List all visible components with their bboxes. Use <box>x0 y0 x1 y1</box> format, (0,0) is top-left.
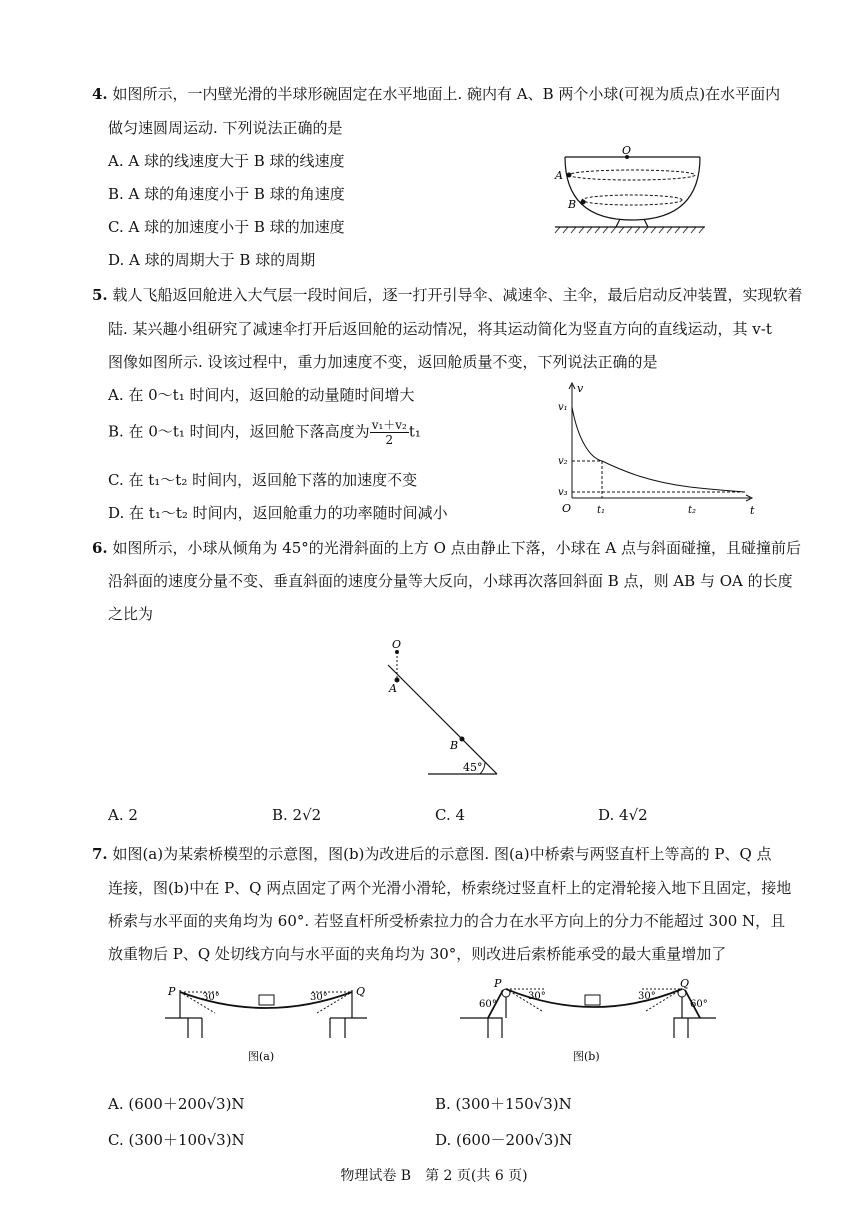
q5-option-a: A. 在 0～t₁ 时间内，返回舱的动量随时间增大 <box>108 386 415 404</box>
point-b <box>460 737 465 742</box>
bowl-outline <box>565 157 700 220</box>
label-p: P <box>494 977 502 990</box>
label-angle-right: 30° <box>310 992 328 1003</box>
q7-stem-line2: 连接，图(b)中在 P、Q 两点固定了两个光滑小滑轮，桥索绕过竖直杆上的定滑轮接入地下且固定，接地 <box>108 879 792 897</box>
q5-stem-line3: 图像如图所示. 设该过程中，重力加速度不变，返回舱质量不变，下列说法正确的是 <box>108 353 658 371</box>
label-b: B <box>568 198 577 211</box>
q5-stem-line2: 陆. 某兴趣小组研究了减速伞打开后返回舱的运动情况，将其运动简化为竖直方向的直线运动，其 v-t <box>108 320 772 338</box>
label-a: A <box>389 682 397 695</box>
q4-option-b: B. A 球的角速度小于 B 球的角速度 <box>108 185 345 203</box>
label-o: O <box>622 145 632 157</box>
q5-option-b <box>108 418 421 447</box>
q5-option-d: D. 在 t₁～t₂ 时间内，返回舱重力的功率随时间减小 <box>108 504 448 522</box>
fraction-denominator: 2 <box>385 433 394 447</box>
q6-incline-figure <box>380 635 510 780</box>
label-a: A <box>555 169 563 182</box>
weight-box <box>259 995 274 1005</box>
label-p: P <box>168 985 176 998</box>
page-footer: 物理试卷 B 第 2 页(共 6 页) <box>340 1168 528 1184</box>
fraction <box>370 418 409 447</box>
label-t2: t₂ <box>688 505 697 516</box>
q4-option-a: A. A 球的线速度大于 B 球的线速度 <box>108 152 345 170</box>
label-origin: O <box>562 502 572 515</box>
q7-option-d: D. (600－200√3)N <box>435 1131 573 1149</box>
label-t: t <box>750 504 755 517</box>
label-angle-30-left: 30° <box>528 991 546 1002</box>
q6-stem-text1: 如图所示，小球从倾角为 45°的光滑斜面的上方 O 点由静止下落，小球在 A 点与斜面碰撞，且碰撞前后 <box>112 539 802 557</box>
q6-number: 6. <box>92 539 108 557</box>
q7-stem-line4: 放重物后 P、Q 处切线方向与水平面的夹角均为 30°，则改进后索桥能承受的最大重量增加了 <box>108 945 727 963</box>
q5-stem-text1: 载人飞船返回舱进入大气层一段时间后，逐一打开引导伞、减速伞、主伞，最后启动反冲装置，实现软着 <box>112 286 803 304</box>
q6-option-c: C. 4 <box>435 806 466 824</box>
q5-option-b-text: B. 在 0～t₁ 时间内，返回舱下落高度为 <box>108 422 370 441</box>
q5-stem-line1 <box>92 284 802 305</box>
caption-b: 图(b) <box>573 1050 600 1063</box>
q4-number: 4. <box>92 85 108 103</box>
label-angle: 45° <box>463 761 483 774</box>
orbit-b <box>582 195 682 205</box>
q7-option-a: A. (600＋200√3)N <box>108 1095 245 1113</box>
label-b: B <box>450 739 459 752</box>
q6-option-d: D. 4√2 <box>598 806 648 824</box>
label-v2: v₂ <box>558 456 568 467</box>
ball-b <box>581 200 586 205</box>
q6-stem-line1 <box>92 537 801 558</box>
weight-box <box>585 995 600 1005</box>
label-angle-30-right: 30° <box>638 991 656 1002</box>
label-v3: v₃ <box>558 487 568 498</box>
q5-option-c: C. 在 t₁～t₂ 时间内，返回舱下落的加速度不变 <box>108 471 418 489</box>
base-right <box>674 1018 716 1038</box>
q7-option-c: C. (300＋100√3)N <box>108 1131 245 1149</box>
q5-number: 5. <box>92 286 108 304</box>
base-left <box>460 1018 502 1038</box>
incline <box>388 665 497 774</box>
q4-stem-line1 <box>92 83 780 104</box>
q7-number: 7. <box>92 845 108 863</box>
label-angle-60-left: 60° <box>479 999 497 1010</box>
q5-vt-graph <box>550 380 760 520</box>
caption-a: 图(a) <box>248 1050 275 1063</box>
label-o: O <box>392 638 402 651</box>
ground-hatch <box>555 227 704 233</box>
q7-stem-line3: 桥索与水平面的夹角均为 60°. 若竖直杆所受桥索拉力的合力在水平方向上的分力不能超过 300 N，且 <box>108 912 786 930</box>
q7-stem-text1: 如图(a)为某索桥模型的示意图，图(b)为改进后的示意图. 图(a)中桥索与两竖直杆上等高的 P、Q 点 <box>112 845 772 863</box>
q6-option-b: B. 2√2 <box>272 806 322 824</box>
label-angle-60-right: 60° <box>690 999 708 1010</box>
q4-bowl-figure <box>550 145 710 235</box>
label-v: v <box>577 382 584 395</box>
label-angle-left: 30° <box>202 992 220 1003</box>
label-q: Q <box>356 985 366 998</box>
vt-curve <box>572 407 745 492</box>
q6-stem-line2: 沿斜面的速度分量不变、垂直斜面的速度分量等大反向，小球再次落回斜面 B 点，则 AB 与 OA 的长度 <box>108 572 793 590</box>
orbit-a <box>569 170 695 180</box>
label-v1: v₁ <box>558 402 568 413</box>
label-q: Q <box>680 977 690 990</box>
q7-figure-b <box>458 975 723 1068</box>
ball-a <box>567 173 572 178</box>
label-t1: t₁ <box>597 505 606 516</box>
q5-option-b-tail: t₁ <box>408 422 421 441</box>
q7-option-b: B. (300＋150√3)N <box>435 1095 572 1113</box>
q7-figure-a <box>160 978 380 1068</box>
base-left <box>165 1018 202 1038</box>
base-right <box>330 1018 367 1038</box>
fraction-numerator: v₁＋v₂ <box>371 418 407 432</box>
q7-stem-line1 <box>92 843 772 864</box>
q4-option-c: C. A 球的加速度小于 B 球的加速度 <box>108 218 345 236</box>
q4-stem-text1: 如图所示，一内壁光滑的半球形碗固定在水平地面上. 碗内有 A、B 两个小球(可视为质点)在水平面内 <box>112 85 781 103</box>
q6-option-a: A. 2 <box>108 806 138 824</box>
q6-stem-line3: 之比为 <box>108 605 154 623</box>
q4-stem-line2: 做匀速圆周运动. 下列说法正确的是 <box>108 119 343 137</box>
q4-option-d: D. A 球的周期大于 B 球的周期 <box>108 251 316 269</box>
